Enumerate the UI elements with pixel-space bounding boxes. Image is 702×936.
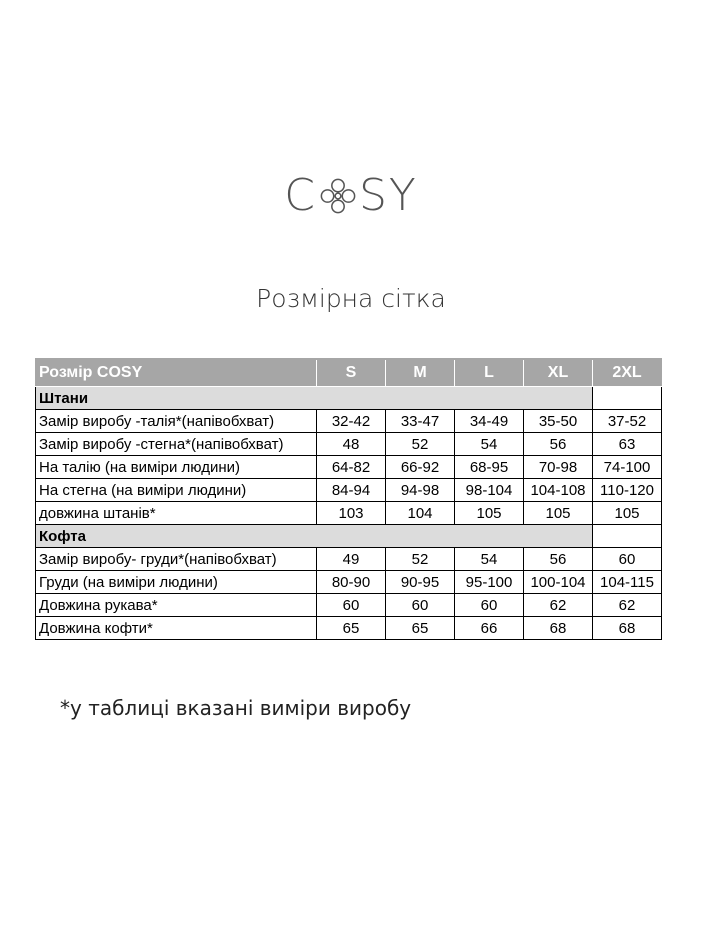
- section-row-top: [36, 525, 662, 548]
- flower-icon: [319, 176, 357, 216]
- header-size-l: L: [455, 359, 524, 387]
- table-cell: 56: [524, 548, 593, 571]
- table-cell: 56: [524, 433, 593, 456]
- page-title: Розмірна сітка: [256, 284, 446, 313]
- table-cell: 105: [593, 502, 662, 525]
- table-cell: 52: [386, 433, 455, 456]
- table-row: [36, 433, 662, 456]
- table-cell: 64-82: [317, 456, 386, 479]
- table-cell: 95-100: [455, 571, 524, 594]
- section-row-pants: [36, 387, 662, 410]
- table-cell: 110-120: [593, 479, 662, 502]
- table-cell: 33-47: [386, 410, 455, 433]
- table-cell: 103: [317, 502, 386, 525]
- header-size-2xl: 2XL: [593, 359, 662, 387]
- row-label: Замір виробу -талія*(напівобхват): [36, 410, 317, 433]
- table-cell: 98-104: [455, 479, 524, 502]
- table-cell: 105: [524, 502, 593, 525]
- section-empty-cell: [593, 525, 662, 548]
- row-label: Груди (на виміри людини): [36, 571, 317, 594]
- table-cell: 60: [317, 594, 386, 617]
- row-label: На стегна (на виміри людини): [36, 479, 317, 502]
- table-row: [36, 456, 662, 479]
- table-cell: 104-108: [524, 479, 593, 502]
- table-cell: 104-115: [593, 571, 662, 594]
- table-cell: 60: [593, 548, 662, 571]
- table-cell: 60: [386, 594, 455, 617]
- table-cell: 84-94: [317, 479, 386, 502]
- section-empty-cell: [593, 387, 662, 410]
- table-cell: 54: [455, 433, 524, 456]
- size-chart-table: [35, 358, 662, 640]
- table-cell: 49: [317, 548, 386, 571]
- table-cell: 94-98: [386, 479, 455, 502]
- table-cell: 105: [455, 502, 524, 525]
- table-cell: 104: [386, 502, 455, 525]
- header-size-xl: XL: [524, 359, 593, 387]
- table-cell: 34-49: [455, 410, 524, 433]
- table-cell: 37-52: [593, 410, 662, 433]
- table-row: [36, 502, 662, 525]
- table-cell: 100-104: [524, 571, 593, 594]
- table-cell: 62: [524, 594, 593, 617]
- row-label: На талію (на виміри людини): [36, 456, 317, 479]
- table-cell: 66-92: [386, 456, 455, 479]
- table-cell: 70-98: [524, 456, 593, 479]
- header-label: Розмір COSY: [36, 359, 317, 387]
- table-cell: 48: [317, 433, 386, 456]
- header-size-m: M: [386, 359, 455, 387]
- table-cell: 63: [593, 433, 662, 456]
- table-cell: 80-90: [317, 571, 386, 594]
- brand-logo: [0, 172, 702, 220]
- row-label: Довжина рукава*: [36, 594, 317, 617]
- table-row: [36, 571, 662, 594]
- table-cell: 74-100: [593, 456, 662, 479]
- section-title-pants: Штани: [36, 387, 593, 410]
- table-row: [36, 548, 662, 571]
- table-row: [36, 594, 662, 617]
- table-cell: 90-95: [386, 571, 455, 594]
- row-label: довжина штанів*: [36, 502, 317, 525]
- table-row: [36, 617, 662, 640]
- table-cell: 66: [455, 617, 524, 640]
- table-cell: 32-42: [317, 410, 386, 433]
- logo-letter-c: C: [284, 170, 317, 221]
- row-label: Замір виробу- груди*(напівобхват): [36, 548, 317, 571]
- table-cell: 60: [455, 594, 524, 617]
- table-cell: 65: [317, 617, 386, 640]
- table-cell: 52: [386, 548, 455, 571]
- table-cell: 68: [524, 617, 593, 640]
- table-cell: 68: [593, 617, 662, 640]
- table-cell: 62: [593, 594, 662, 617]
- table-cell: 54: [455, 548, 524, 571]
- header-size-s: S: [317, 359, 386, 387]
- table-header-row: [36, 359, 662, 387]
- footnote: *у таблиці вказані виміри виробу: [60, 696, 412, 720]
- table-cell: 68-95: [455, 456, 524, 479]
- table-row: [36, 479, 662, 502]
- row-label: Замір виробу -стегна*(напівобхват): [36, 433, 317, 456]
- table-cell: 35-50: [524, 410, 593, 433]
- row-label: Довжина кофти*: [36, 617, 317, 640]
- table-row: [36, 410, 662, 433]
- section-title-top: Кофта: [36, 525, 593, 548]
- logo-letters-sy: SY: [358, 170, 418, 221]
- table-cell: 65: [386, 617, 455, 640]
